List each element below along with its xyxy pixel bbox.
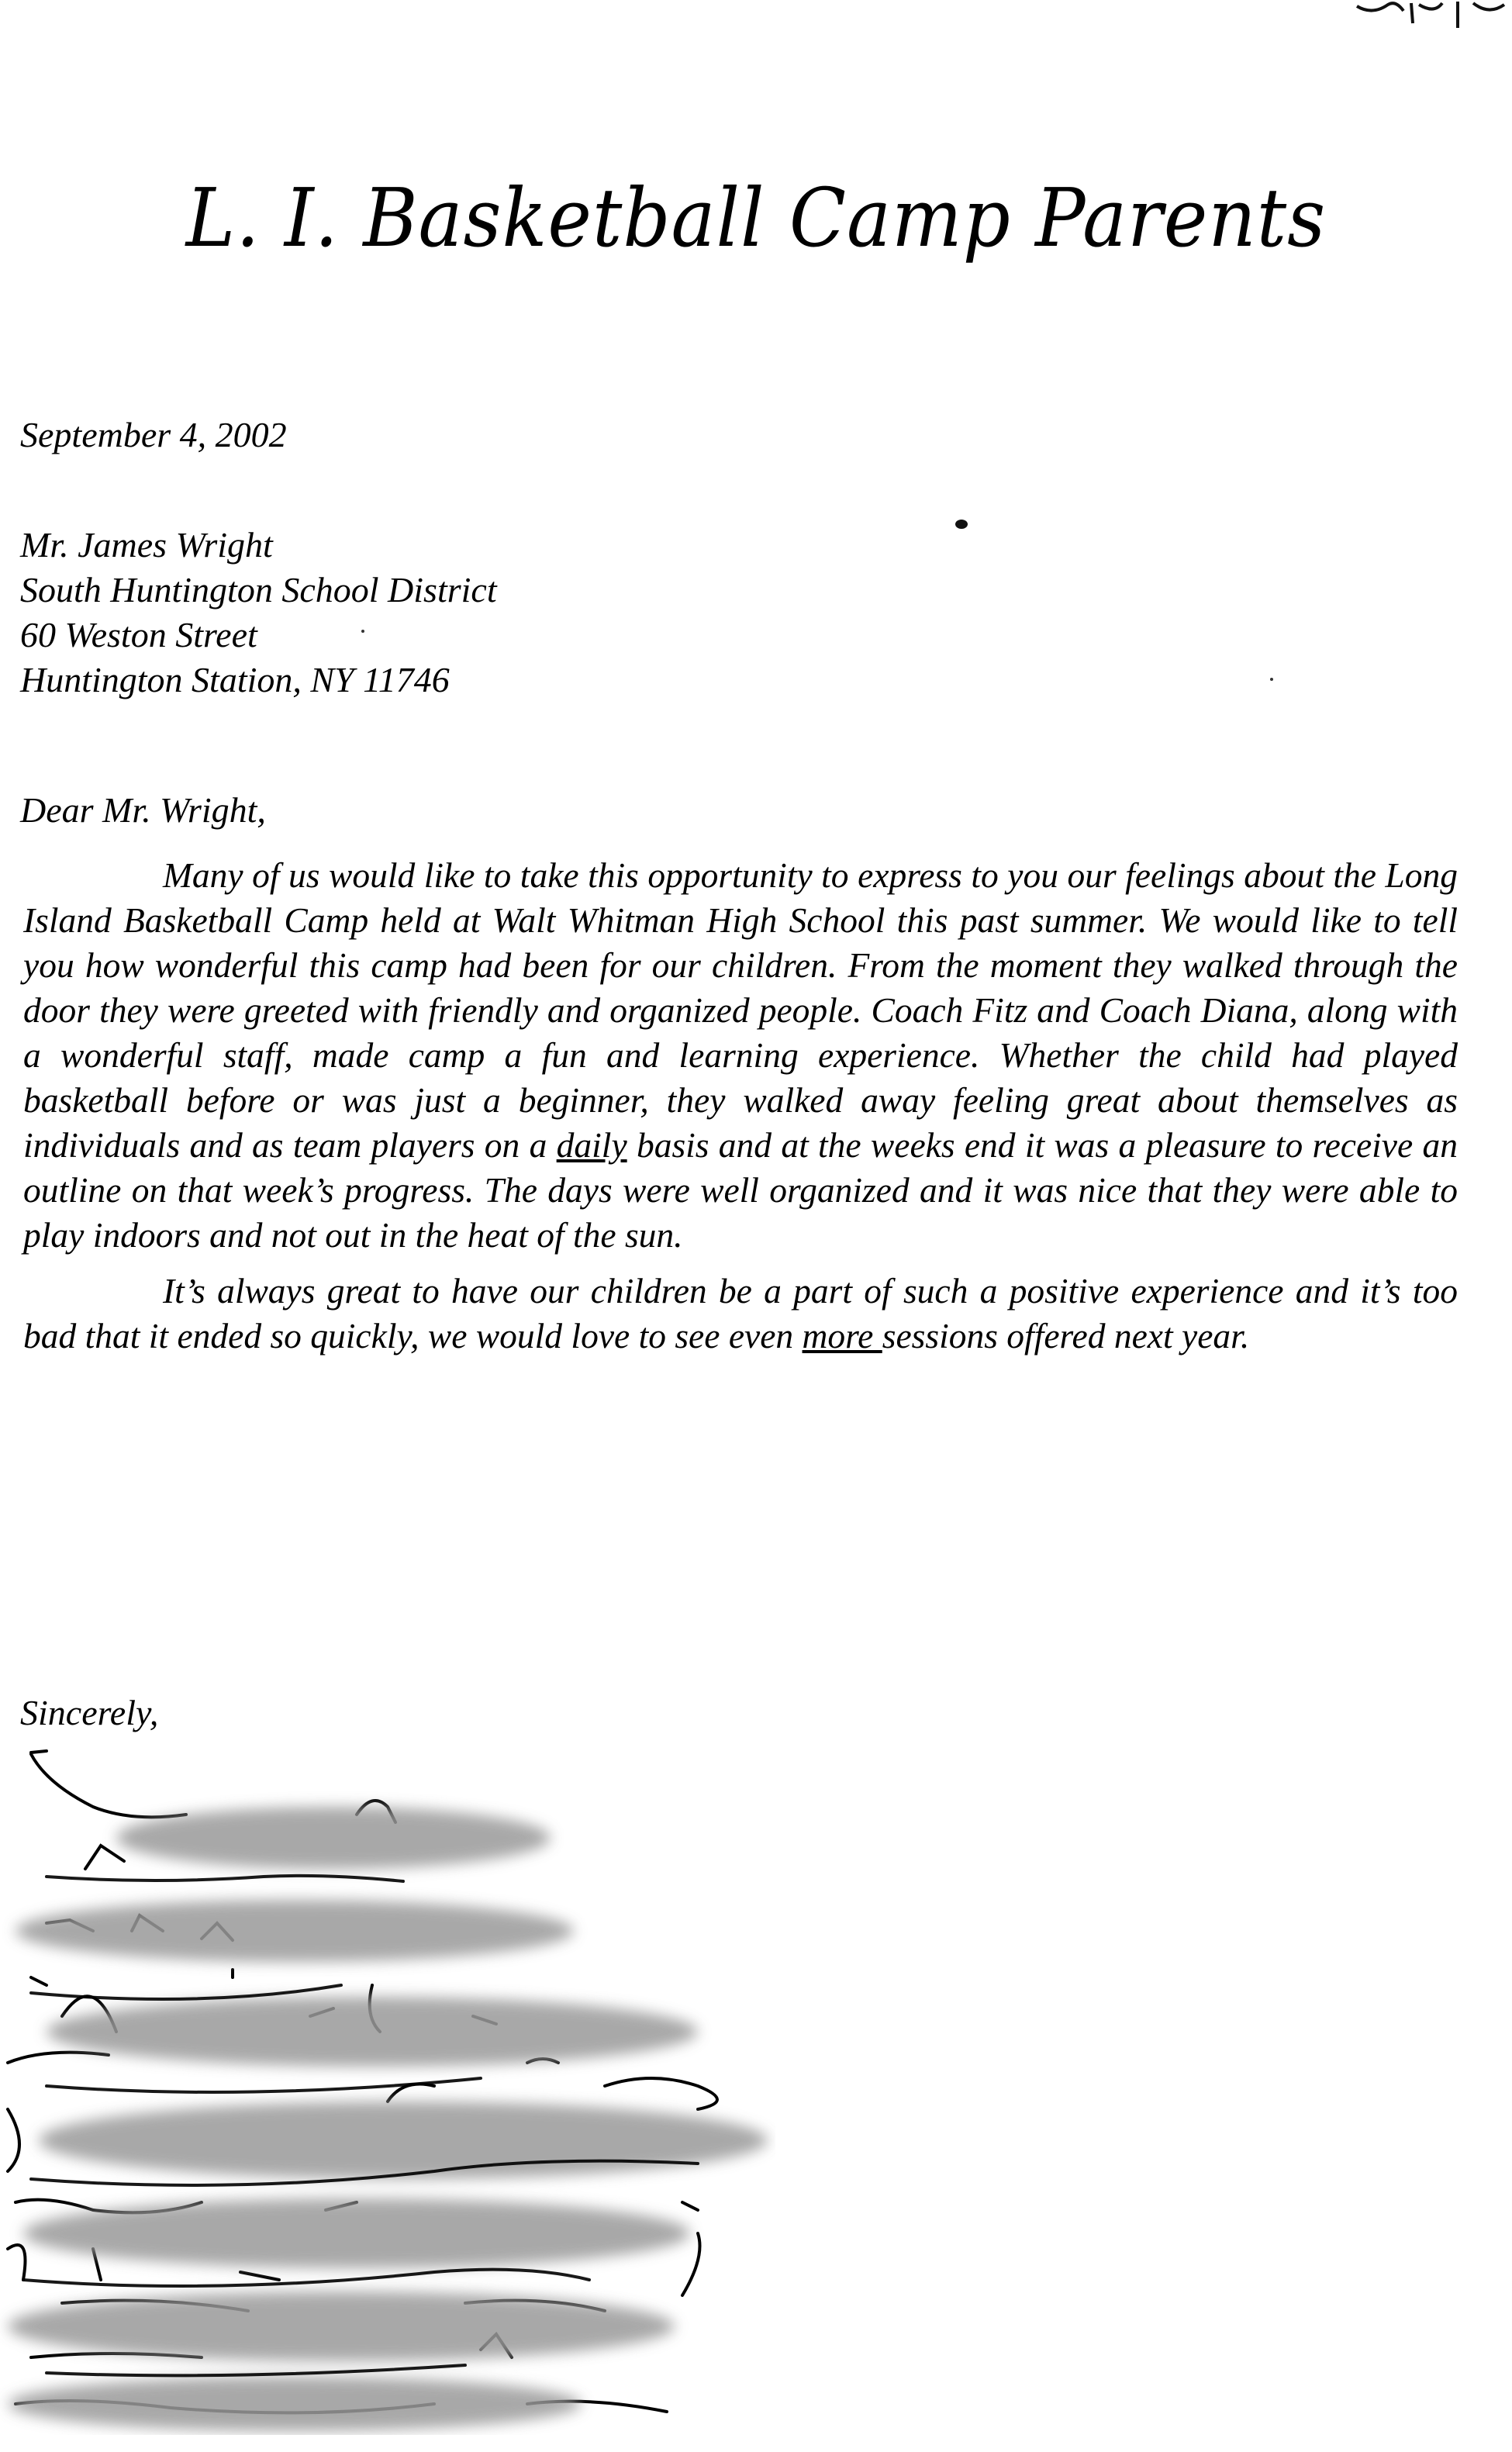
corner-handwriting-mark	[1341, 0, 1512, 31]
underlined-more: more	[802, 1316, 882, 1356]
letter-body	[23, 853, 1458, 1369]
recipient-street: 60 Weston Street	[20, 615, 257, 654]
redacted-signatures	[0, 1737, 775, 2435]
recipient-address	[20, 523, 497, 703]
underlined-daily: daily	[556, 1125, 627, 1165]
paragraph-1-text-a: Many of us would like to take this opportunity to express to you our feelings about the Long Island Basketball Camp held at Walt Whitman High School this past summer. We would like to tell you how wonderful this camp had been for our children. From the moment they walked through the door they were greeted with friendly and organized people. Coach Fitz and Coach Diana, along with a wonderful staff, made camp a fun and learning experience. Whether the child had played basketball before or was just a beginner, they walked away feeling great about themselves as individuals and as team players on a	[23, 855, 1458, 1165]
recipient-name: Mr. James Wright	[20, 525, 273, 565]
letter-date: September 4, 2002	[20, 415, 287, 454]
body-paragraph-2	[23, 1269, 1458, 1359]
paragraph-1-text-b: basis and at the weeks end it was a pleasure to receive an outline on that week’s progress. The days were well organized and it was nice that they were able to play indoors and not out in the heat of the sun.	[23, 1125, 1458, 1255]
recipient-organization: South Huntington School District	[20, 570, 497, 610]
ink-dot	[955, 520, 968, 529]
closing: Sincerely,	[20, 1693, 159, 1732]
body-paragraph-1	[23, 853, 1458, 1258]
salutation: Dear Mr. Wright,	[20, 790, 266, 830]
recipient-city-state-zip: Huntington Station, NY 11746	[20, 660, 450, 699]
paragraph-2-text-b: sessions offered next year.	[882, 1316, 1250, 1356]
letterhead-title: L. I. Basketball Camp Parents	[185, 171, 1327, 265]
paragraph-2-text-a: It’s always great to have our children be a part of such a positive experience and it’s too bad that it ended so quickly, we would love to see even	[23, 1271, 1458, 1356]
ink-speck	[1270, 678, 1273, 681]
